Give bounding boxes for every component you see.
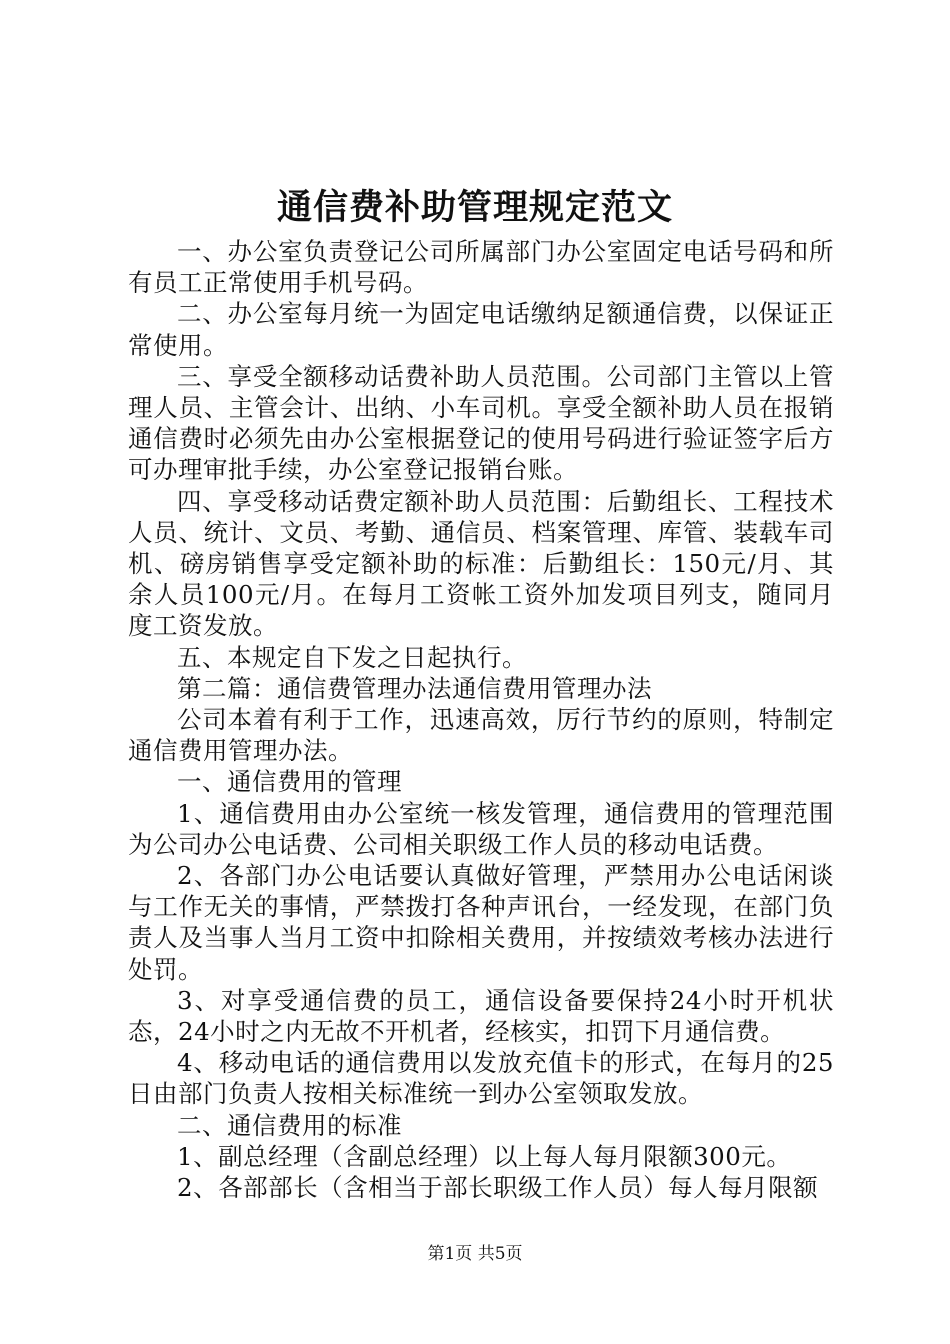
paragraph: 五、本规定自下发之日起执行。 bbox=[177, 642, 527, 672]
paragraph: 一、办公室负责登记公司所属部门办公室固定电话号码和所有员工正常使用手机号码。 bbox=[128, 237, 834, 298]
document-body bbox=[128, 236, 834, 1203]
section-heading: 一、通信费用的管理 bbox=[177, 767, 402, 797]
paragraph: 1、副总经理（含副总经理）以上每人每月限额300元。 bbox=[177, 1141, 792, 1171]
section-heading: 第二篇：通信费管理办法通信费用管理办法 bbox=[177, 673, 652, 703]
paragraph: 3、对享受通信费的员工，通信设备要保持24小时开机状态，24小时之内无故不开机者，经核实，扣罚下月通信费。 bbox=[128, 985, 834, 1047]
paragraph: 1、通信费用由办公室统一核发管理，通信费用的管理范围为公司办公电话费、公司相关职级工作人员的移动电话费。 bbox=[128, 798, 834, 859]
paragraph: 4、移动电话的通信费用以发放充值卡的形式，在每月的25日由部门负责人按相关标准统一到办公室领取发放。 bbox=[128, 1048, 834, 1109]
paragraph: 2、各部门办公电话要认真做好管理，严禁用办公电话闲谈与工作无关的事情，严禁拨打各种声讯台，一经发现，在部门负责人及当事人当月工资中扣除相关费用，并按绩效考核办法进行处罚。 bbox=[128, 861, 834, 984]
section-heading: 二、通信费用的标准 bbox=[177, 1110, 402, 1140]
paragraph: 公司本着有利于工作，迅速高效，厉行节约的原则，特制定通信费用管理办法。 bbox=[128, 705, 834, 766]
paragraph: 二、办公室每月统一为固定电话缴纳足额通信费，以保证正常使用。 bbox=[128, 299, 834, 360]
document-title: 通信费补助管理规定范文 bbox=[276, 188, 673, 228]
paragraph: 2、各部部长（含相当于部长职级工作人员）每人每月限额 bbox=[177, 1173, 819, 1203]
paragraph: 四、享受移动话费定额补助人员范围：后勤组长、工程技术人员、统计、文员、考勤、通信员、档案管理、库管、装载车司机、磅房销售享受定额补助的标准：后勤组长：150元/月、其余人员100元/月。在每月工资帐工资外加发项目列支，随同月度工资发放。 bbox=[128, 486, 834, 641]
paragraph: 三、享受全额移动话费补助人员范围。公司部门主管以上管理人员、主管会计、出纳、小车司机。享受全额补助人员在报销通信费时必须先由办公室根据登记的使用号码进行验证签字后方可办理审批手续，办公室登记报销台账。 bbox=[128, 361, 834, 485]
page-footer: 第1页 共5页 bbox=[427, 1244, 523, 1264]
